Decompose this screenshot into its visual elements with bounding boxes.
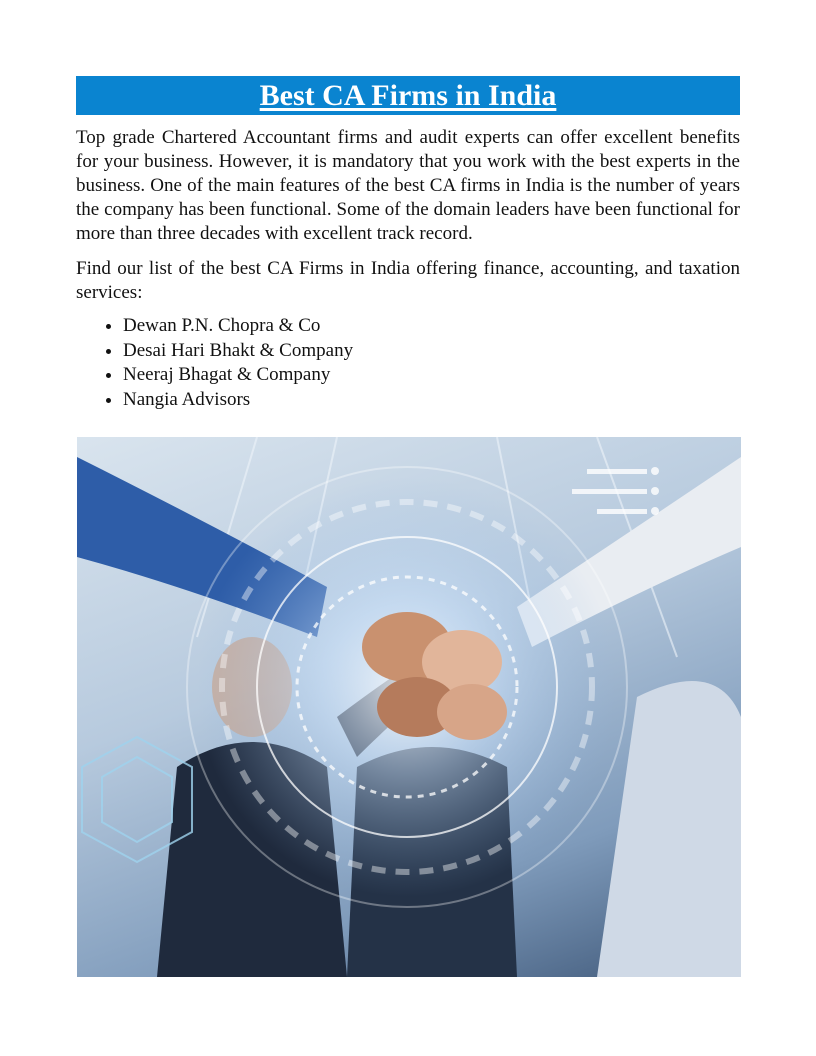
teamwork-photo — [77, 437, 741, 977]
intro-paragraph: Top grade Chartered Accountant firms and audit experts can offer excellent benefits for your business. However, it is mandatory that you work with the best experts in the business. One of the main features of the best CA firms in India is the number of years the company has been functional. Some of the domain leaders have been functional for more than three decades with excellent track record. — [76, 127, 740, 244]
firm-list — [76, 314, 740, 412]
list-item: • Nangia Advisors — [123, 388, 740, 413]
document-page — [76, 76, 740, 412]
title-banner — [76, 76, 740, 115]
list-item: • Desai Hari Bhakt & Company — [123, 339, 740, 364]
list-item: • Neeraj Bhagat & Company — [123, 363, 740, 388]
teamwork-fist-bump-icon — [77, 437, 741, 977]
list-item: • Dewan P.N. Chopra & Co — [123, 314, 740, 339]
page-title: Best CA Firms in India — [259, 79, 557, 112]
list-intro-paragraph: Find our list of the best CA Firms in India offering finance, accounting, and taxation services: — [76, 258, 740, 303]
